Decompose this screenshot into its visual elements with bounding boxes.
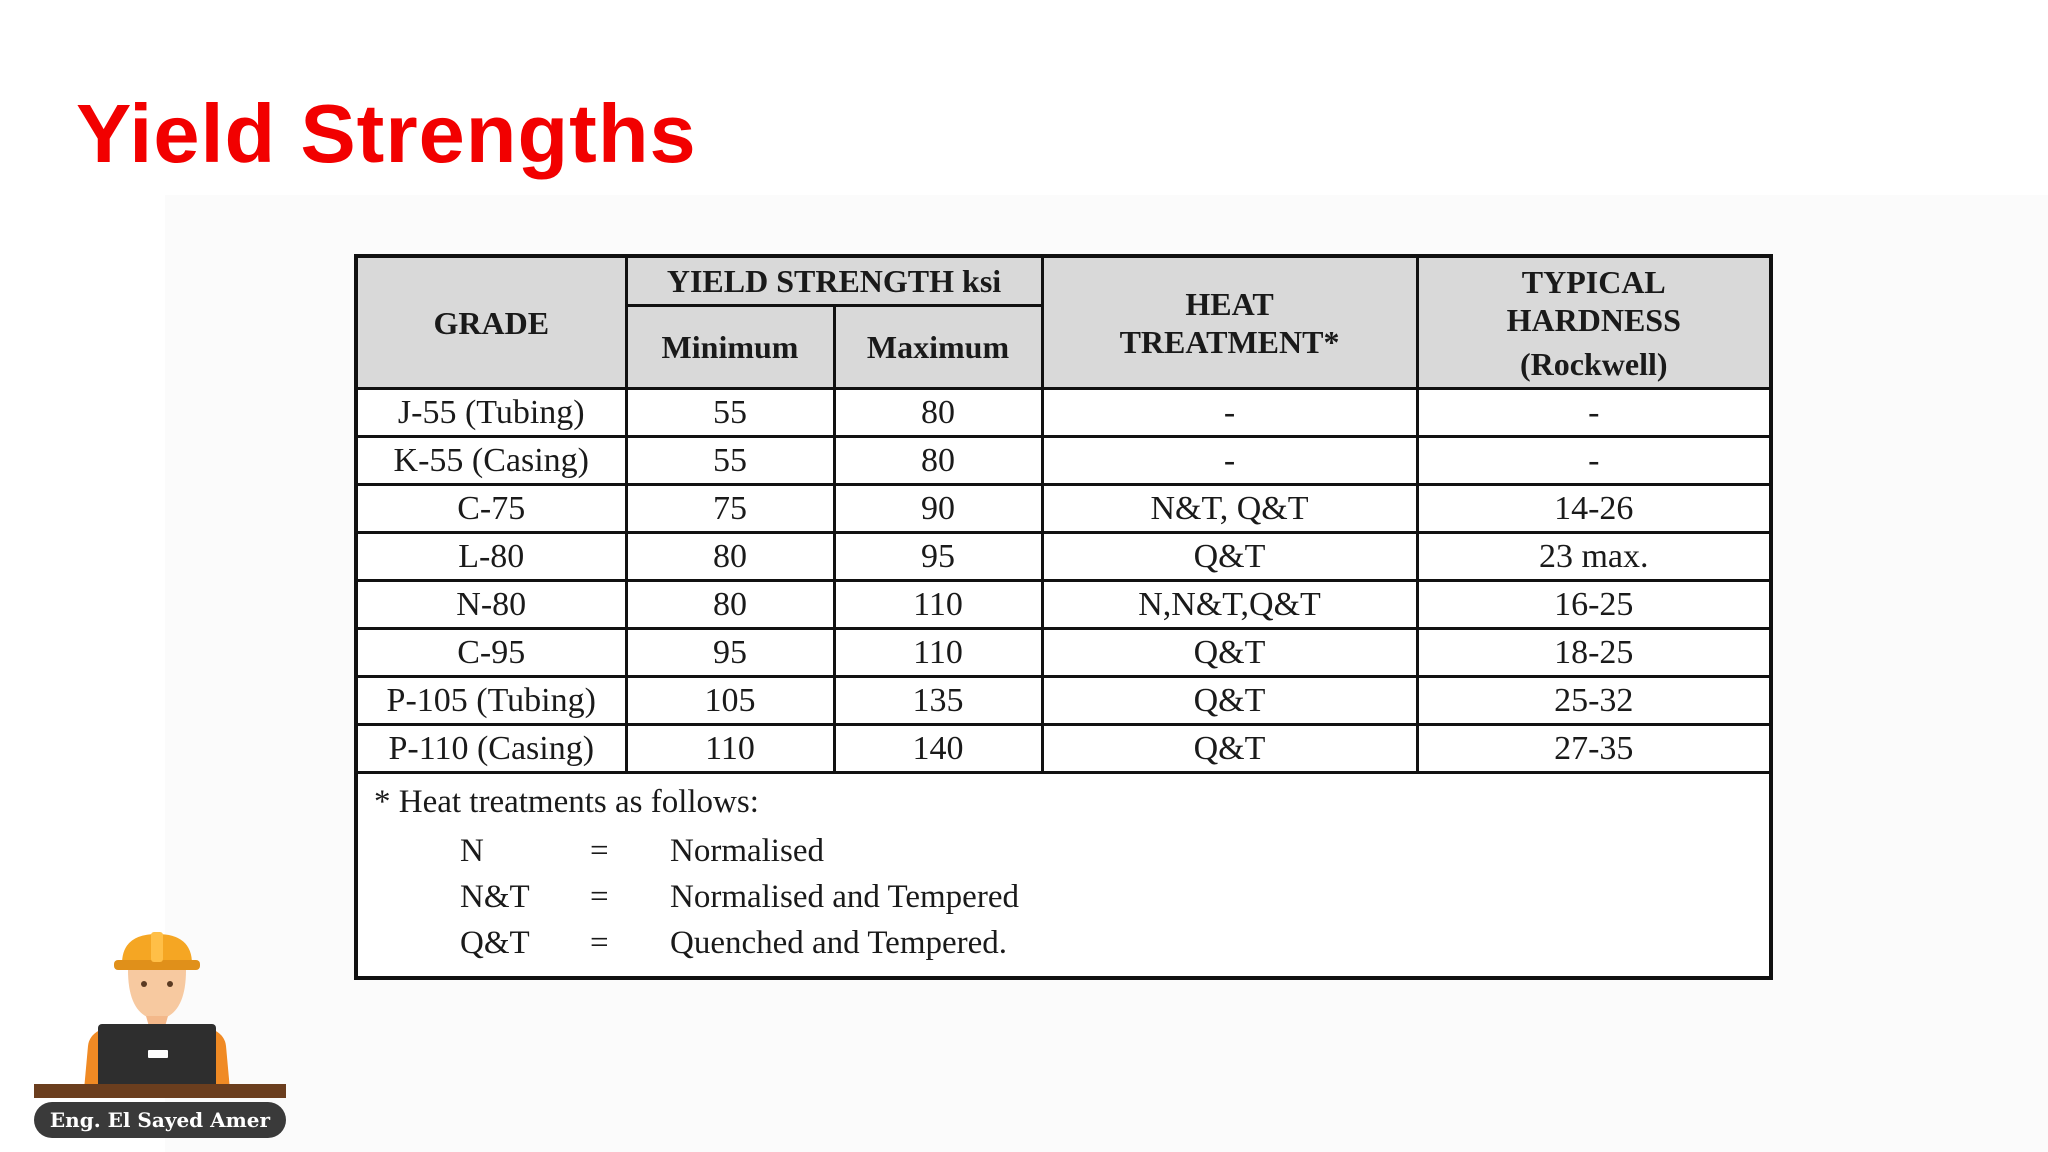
cell-max: 110 — [834, 581, 1042, 629]
cell-max: 110 — [834, 629, 1042, 677]
table-row — [358, 581, 1769, 629]
cell-hardness: - — [1417, 437, 1769, 485]
note-abbr: N&T — [460, 879, 530, 915]
cell-max: 80 — [834, 389, 1042, 437]
cell-max: 140 — [834, 725, 1042, 773]
note-abbr: Q&T — [460, 925, 530, 961]
cell-grade: J-55 (Tubing) — [358, 389, 626, 437]
table-row — [358, 437, 1769, 485]
cell-hardness: - — [1417, 389, 1769, 437]
cell-max: 90 — [834, 485, 1042, 533]
note-abbr: N — [460, 833, 484, 869]
table-row — [358, 485, 1769, 533]
cell-heat-treatment: N&T, Q&T — [1042, 485, 1417, 533]
table-row — [358, 533, 1769, 581]
cell-min: 80 — [626, 533, 834, 581]
note-definition: Quenched and Tempered. — [670, 925, 1008, 961]
cell-hardness: 14-26 — [1417, 485, 1769, 533]
author-badge: Eng. El Sayed Amer — [34, 1102, 286, 1138]
yield-strength-table — [358, 258, 1769, 976]
cell-min: 110 — [626, 725, 834, 773]
note-definition: Normalised — [670, 833, 824, 869]
cell-min: 75 — [626, 485, 834, 533]
note-equals: = — [590, 833, 609, 869]
header-yield-strength: YIELD STRENGTH ksi — [626, 258, 1042, 306]
note-item — [374, 920, 1769, 966]
cell-min: 80 — [626, 581, 834, 629]
header-hardness-line3: (Rockwell) — [1520, 345, 1668, 382]
cell-min: 95 — [626, 629, 834, 677]
cell-heat-treatment: Q&T — [1042, 533, 1417, 581]
header-typical-hardness — [1417, 258, 1769, 389]
note-item — [374, 828, 1769, 874]
note-definition: Normalised and Tempered — [670, 879, 1019, 915]
notes-row — [358, 773, 1769, 977]
note-equals: = — [590, 925, 609, 961]
table-row — [358, 677, 1769, 725]
cell-hardness: 23 max. — [1417, 533, 1769, 581]
slide-title: Yield Strengths — [76, 87, 697, 180]
cell-min: 55 — [626, 389, 834, 437]
cell-heat-treatment: Q&T — [1042, 725, 1417, 773]
notes-title: * Heat treatments as follows: — [374, 784, 759, 820]
header-grade: GRADE — [358, 258, 626, 389]
cell-heat-treatment: - — [1042, 389, 1417, 437]
header-heat-treatment-line1: HEAT — [1185, 285, 1274, 322]
cell-max: 80 — [834, 437, 1042, 485]
header-maximum: Maximum — [834, 306, 1042, 389]
cell-grade: L-80 — [358, 533, 626, 581]
header-heat-treatment-line2: TREATMENT* — [1119, 323, 1340, 360]
cell-grade: C-95 — [358, 629, 626, 677]
cell-grade: P-110 (Casing) — [358, 725, 626, 773]
header-heat-treatment — [1042, 258, 1417, 389]
yield-strength-table-container — [354, 254, 1773, 980]
cell-heat-treatment: Q&T — [1042, 677, 1417, 725]
header-minimum: Minimum — [626, 306, 834, 389]
cell-min: 55 — [626, 437, 834, 485]
heat-treatment-notes — [358, 773, 1769, 977]
table-row — [358, 629, 1769, 677]
note-item — [374, 874, 1769, 920]
cell-grade: P-105 (Tubing) — [358, 677, 626, 725]
cell-max: 95 — [834, 533, 1042, 581]
cell-heat-treatment: - — [1042, 437, 1417, 485]
cell-hardness: 27-35 — [1417, 725, 1769, 773]
table-row — [358, 389, 1769, 437]
cell-hardness: 25-32 — [1417, 677, 1769, 725]
cell-grade: N-80 — [358, 581, 626, 629]
table-header-row — [358, 258, 1769, 306]
cell-max: 135 — [834, 677, 1042, 725]
note-equals: = — [590, 879, 609, 915]
header-hardness-line2: HARDNESS — [1506, 301, 1681, 338]
header-hardness-line1: TYPICAL — [1521, 263, 1666, 300]
cell-heat-treatment: N,N&T,Q&T — [1042, 581, 1417, 629]
cell-grade: K-55 (Casing) — [358, 437, 626, 485]
table-row — [358, 725, 1769, 773]
cell-heat-treatment: Q&T — [1042, 629, 1417, 677]
cell-hardness: 16-25 — [1417, 581, 1769, 629]
cell-grade: C-75 — [358, 485, 626, 533]
cell-hardness: 18-25 — [1417, 629, 1769, 677]
cell-min: 105 — [626, 677, 834, 725]
